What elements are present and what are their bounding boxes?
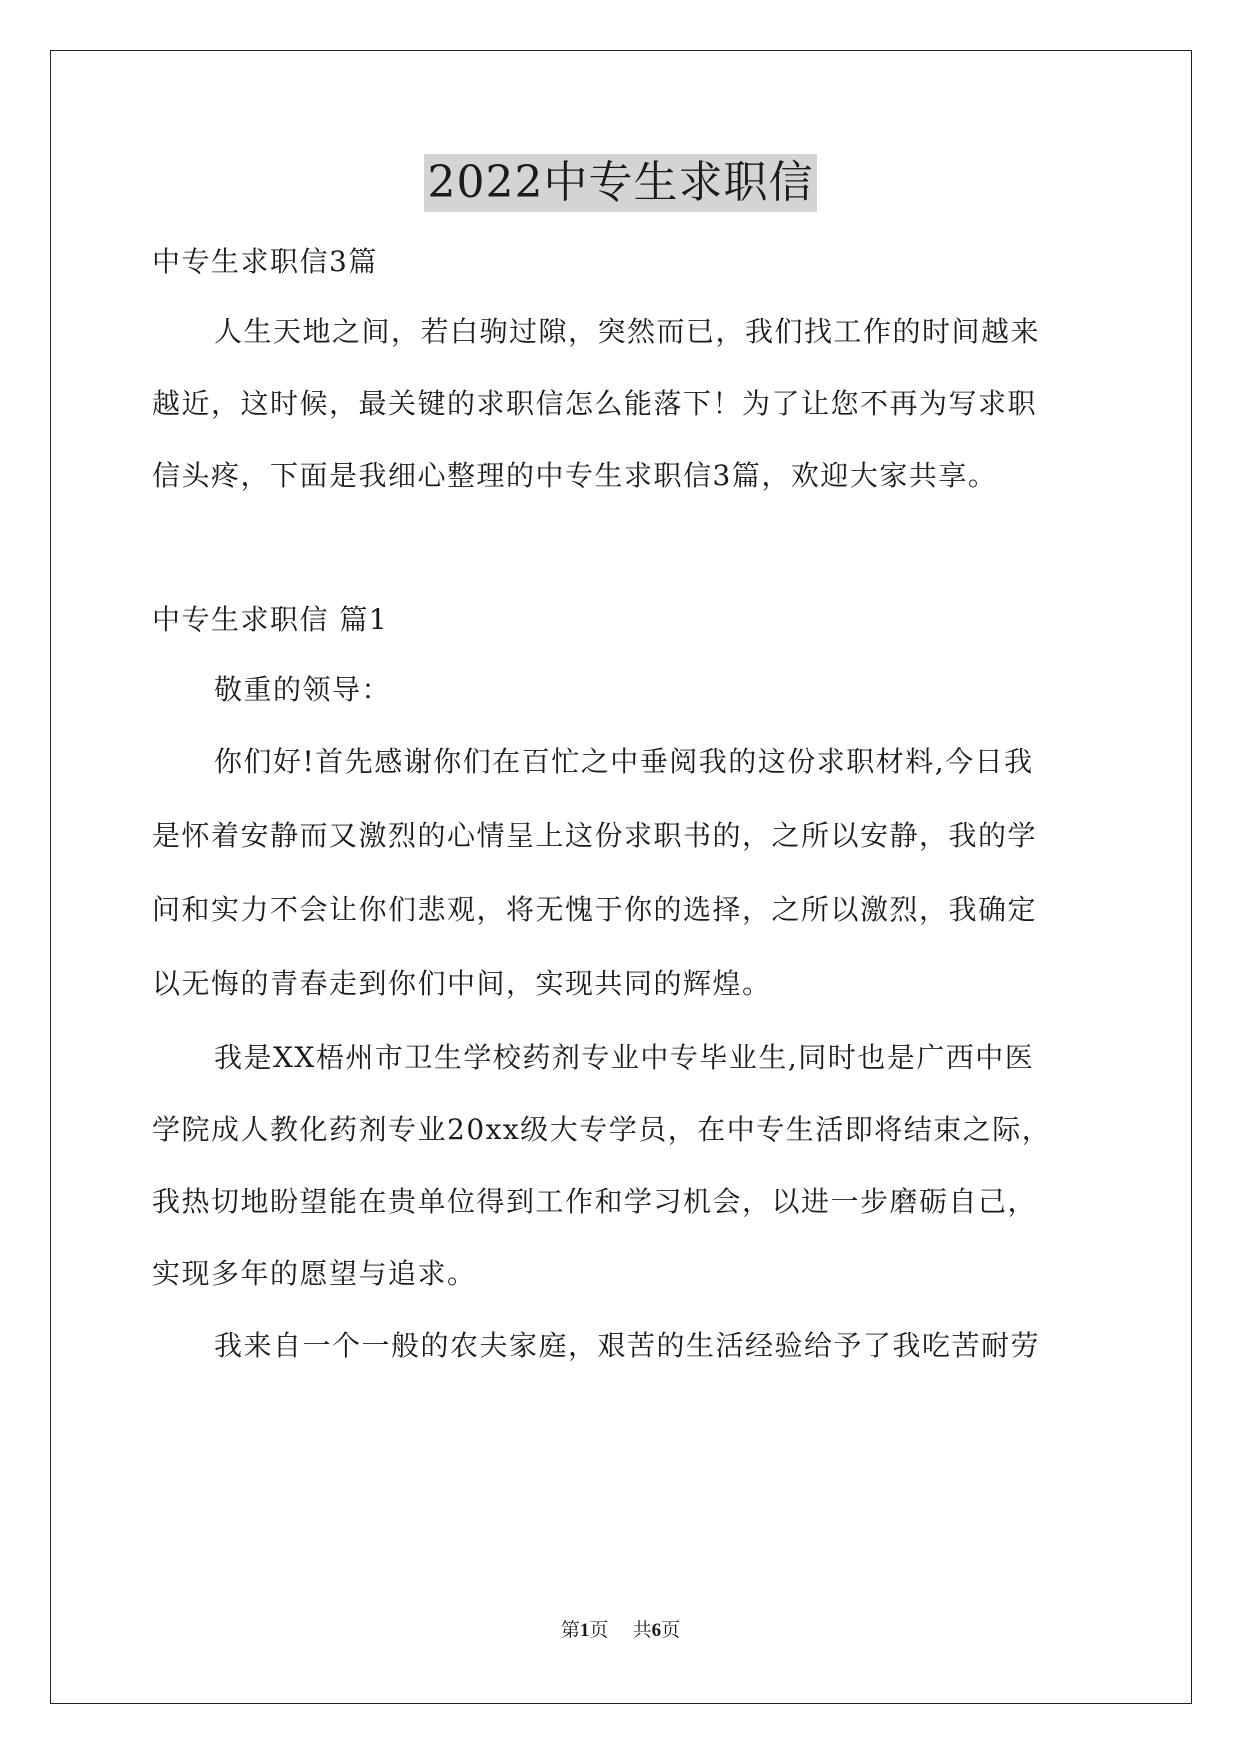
paragraph-2-line-1: 我是XX梧州市卫生学校药剂专业中专毕业生,同时也是广西中医: [214, 1041, 1035, 1074]
document-title: 2022中专生求职信: [424, 154, 818, 212]
footer-page-prefix: 第: [560, 1619, 580, 1641]
intro-line-2: 越近，这时候，最关键的求职信怎么能落下！为了让您不再为写求职: [152, 387, 1038, 420]
footer-total-label: 页: [661, 1619, 681, 1641]
paragraph-1-line-3: 问和实力不会让你们悲观，将无愧于你的选择，之所以激烈，我确定: [152, 893, 1038, 926]
document-subtitle: 中专生求职信3篇: [152, 245, 378, 278]
page-footer: [0, 1618, 1241, 1643]
paragraph-2-line-4: 实现多年的愿望与追求。: [152, 1257, 477, 1290]
paragraph-1-line-1: 你们好!首先感谢你们在百忙之中垂阅我的这份求职材料,今日我: [214, 745, 1034, 778]
page-border: [50, 50, 1192, 1704]
paragraph-3-line-1: 我来自一个一般的农夫家庭，艰苦的生活经验给予了我吃苦耐劳: [214, 1329, 1041, 1362]
paragraph-2-line-3: 我热切地盼望能在贵单位得到工作和学习机会，以进一步磨砺自己，: [152, 1185, 1038, 1218]
paragraph-2-line-2: 学院成人教化药剂专业20xx级大专学员，在中专生活即将结束之际，: [152, 1113, 1052, 1146]
intro-line-1: 人生天地之间，若白驹过隙，突然而已，我们找工作的时间越来: [214, 315, 1041, 348]
footer-total-pages: 6: [651, 1620, 662, 1641]
footer-page-label: 页: [589, 1619, 609, 1641]
title-container: [0, 154, 1241, 212]
footer-page-number: 1: [579, 1620, 590, 1641]
salutation: 敬重的领导：: [214, 673, 392, 706]
paragraph-1-line-4: 以无悔的青春走到你们中间，实现共同的辉煌。: [152, 967, 772, 1000]
paragraph-1-line-2: 是怀着安静而又激烈的心情呈上这份求职书的，之所以安静，我的学: [152, 819, 1038, 852]
section-heading: 中专生求职信 篇1: [152, 603, 389, 636]
intro-line-3: 信头疼，下面是我细心整理的中专生求职信3篇，欢迎大家共享。: [152, 459, 998, 492]
footer-total-prefix: 共: [632, 1619, 652, 1641]
